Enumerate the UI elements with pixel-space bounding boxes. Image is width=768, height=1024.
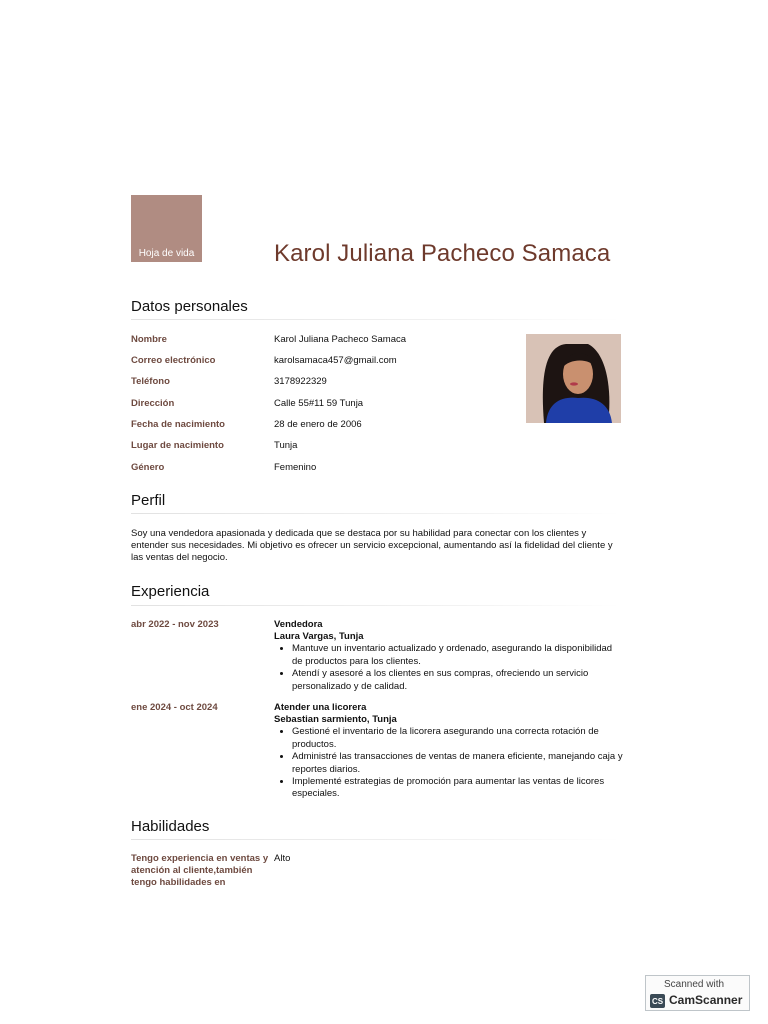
personal-row-birthplace: [131, 440, 511, 454]
field-label: Lugar de nacimiento: [131, 440, 224, 451]
list-item: • Gestioné el inventario de la licorera asegurando una correcta rotación de productos.: [292, 726, 624, 750]
list-item: • Implementé estrategias de promoción para aumentar las ventas de licores especiales.: [292, 776, 624, 800]
field-value: Karol Juliana Pacheco Samaca: [274, 334, 407, 345]
badge-label: Hoja de vida: [138, 248, 195, 259]
field-label: Nombre: [131, 334, 167, 345]
list-item: • Administré las transacciones de ventas de manera eficiente, manejando caja y reportes diarios.: [292, 751, 624, 775]
camscanner-watermark: [645, 975, 750, 1011]
profile-text: Soy una vendedora apasionada y dedicada que se destaca por su habilidad para conectar con los clientes y entender sus necesidades. Mi objetivo es ofrecer un servicio excepcional, aumentando así la fidelidad del cliente y las ventas del negocio.: [131, 528, 613, 563]
camscanner-logo-icon: CS: [650, 994, 665, 1008]
job-title: Atender una licorera: [274, 702, 367, 713]
personal-row-birthdate: [131, 419, 511, 433]
personal-row-gender: [131, 462, 511, 476]
field-value: 3178922329: [274, 376, 327, 387]
field-value: Calle 55#11 59 Tunja: [274, 398, 364, 409]
field-value: Tunja: [274, 440, 298, 451]
field-value: 28 de enero de 2006: [274, 419, 362, 430]
experience-dates: ene 2024 - oct 2024: [131, 702, 218, 713]
field-value: Femenino: [274, 462, 317, 473]
page-title: Karol Juliana Pacheco Samaca: [274, 240, 611, 267]
section-title-personal: Datos personales: [131, 298, 248, 315]
experience-entry: [274, 619, 624, 693]
field-label: Dirección: [131, 398, 175, 409]
section-divider: [131, 605, 621, 606]
section-title-profile: Perfil: [131, 492, 166, 509]
duty-list: [274, 643, 624, 692]
experience-entry: [274, 702, 624, 801]
section-divider: [131, 839, 621, 840]
list-item: • Mantuve un inventario actualizado y ordenado, asegurando la disponibilidad de productos para los clientes.: [292, 643, 624, 667]
field-label: Fecha de nacimiento: [131, 419, 225, 430]
field-label: Teléfono: [131, 376, 170, 387]
section-divider: [131, 319, 621, 320]
experience-dates: abr 2022 - nov 2023: [131, 619, 219, 630]
field-value: karolsamaca457@gmail.com: [274, 355, 397, 366]
company-name: Sebastian sarmiento, Tunja: [274, 714, 397, 726]
duty-list: [274, 726, 624, 800]
section-divider: [131, 513, 621, 514]
skill-level: Alto: [274, 853, 291, 864]
section-title-experience: Experiencia: [131, 583, 210, 600]
personal-row-address: [131, 398, 511, 412]
watermark-brand: CamScanner: [669, 993, 743, 1007]
job-title: Vendedora: [274, 619, 323, 630]
list-item: • Atendí y asesoré a los clientes en sus compras, ofreciendo un servicio personalizado y de calidad.: [292, 668, 624, 692]
skill-label: Tengo experiencia en ventas y atención al cliente,también tengo habilidades en: [131, 853, 269, 888]
personal-row-email: [131, 355, 511, 369]
resume-badge: [131, 195, 202, 262]
watermark-caption: Scanned with: [664, 979, 725, 990]
field-label: Correo electrónico: [131, 355, 216, 366]
field-label: Género: [131, 462, 165, 473]
profile-photo: [526, 334, 621, 423]
section-title-skills: Habilidades: [131, 818, 210, 835]
company-name: Laura Vargas, Tunja: [274, 631, 364, 643]
personal-row-name: [131, 334, 511, 348]
portrait-illustration: [526, 334, 621, 423]
personal-row-phone: [131, 376, 511, 390]
